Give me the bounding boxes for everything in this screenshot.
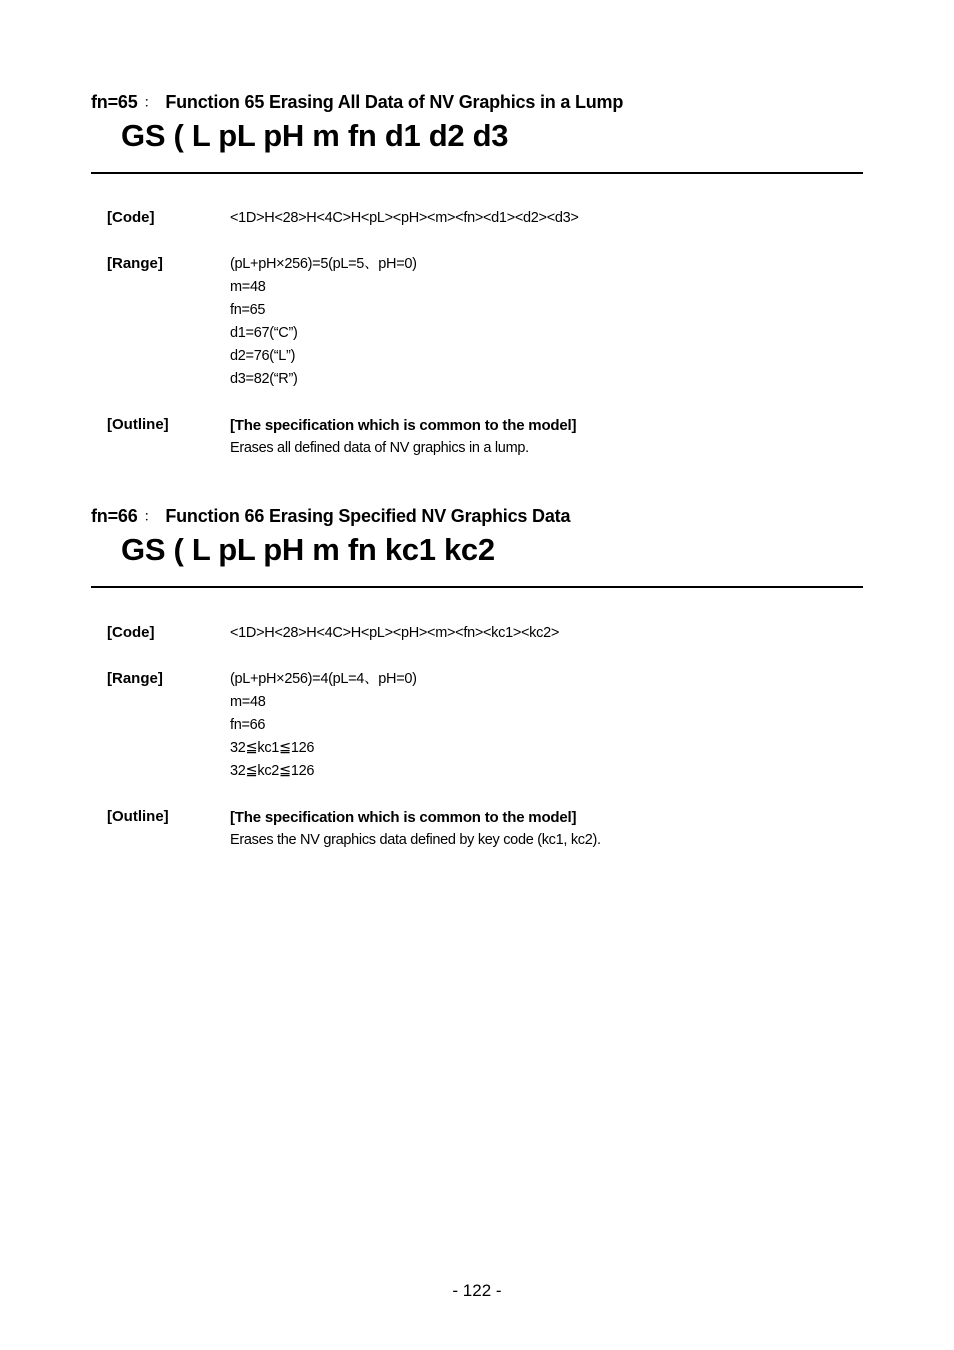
code-value: <1D>H<28>H<4C>H<pL><pH><m><fn><kc1><kc2> [230, 625, 559, 641]
divider [91, 172, 863, 174]
function-heading [91, 506, 570, 528]
command-title: GS ( L pL pH m fn d1 d2 d3 [121, 118, 509, 153]
range-line: d3=82(“R”) [230, 371, 298, 387]
range-line: 32≦kc2≦126 [230, 763, 315, 779]
function-heading [91, 92, 623, 114]
divider [91, 586, 863, 588]
outline-text: Erases all defined data of NV graphics in a lump. [230, 440, 529, 456]
outline-heading: [The specification which is common to the model] [230, 809, 577, 826]
range-label: [Range] [107, 670, 163, 687]
range-label: [Range] [107, 255, 163, 272]
range-values [230, 668, 417, 783]
outline-label: [Outline] [107, 808, 169, 825]
code-label: [Code] [107, 624, 155, 641]
heading-colon: ： [143, 508, 158, 524]
range-line: 32≦kc1≦126 [230, 740, 315, 756]
code-label: [Code] [107, 209, 155, 226]
range-line: d2=76(“L”) [230, 348, 296, 364]
range-line: m=48 [230, 279, 266, 295]
range-values [230, 253, 417, 391]
outline-label: [Outline] [107, 416, 169, 433]
range-line: (pL+pH×256)=5(pL=5、pH=0) [230, 256, 417, 272]
range-line: fn=66 [230, 717, 266, 733]
range-line: (pL+pH×256)=4(pL=4、pH=0) [230, 671, 417, 687]
page-number: - 122 - [452, 1281, 502, 1300]
range-line: fn=65 [230, 302, 266, 318]
outline-text: Erases the NV graphics data defined by key code (kc1, kc2). [230, 832, 601, 848]
range-line: d1=67(“C”) [230, 325, 298, 341]
heading-colon: ： [143, 94, 158, 110]
fn-label: fn=65 [91, 92, 138, 112]
outline-content [230, 414, 576, 460]
range-line: m=48 [230, 694, 266, 710]
fn-label: fn=66 [91, 506, 138, 526]
outline-heading: [The specification which is common to the model] [230, 417, 577, 434]
function-title: Function 65 Erasing All Data of NV Graphics in a Lump [165, 92, 624, 112]
command-title: GS ( L pL pH m fn kc1 kc2 [121, 532, 495, 567]
code-value: <1D>H<28>H<4C>H<pL><pH><m><fn><d1><d2><d3> [230, 210, 579, 226]
outline-content [230, 806, 601, 852]
function-title: Function 66 Erasing Specified NV Graphics Data [165, 506, 571, 526]
